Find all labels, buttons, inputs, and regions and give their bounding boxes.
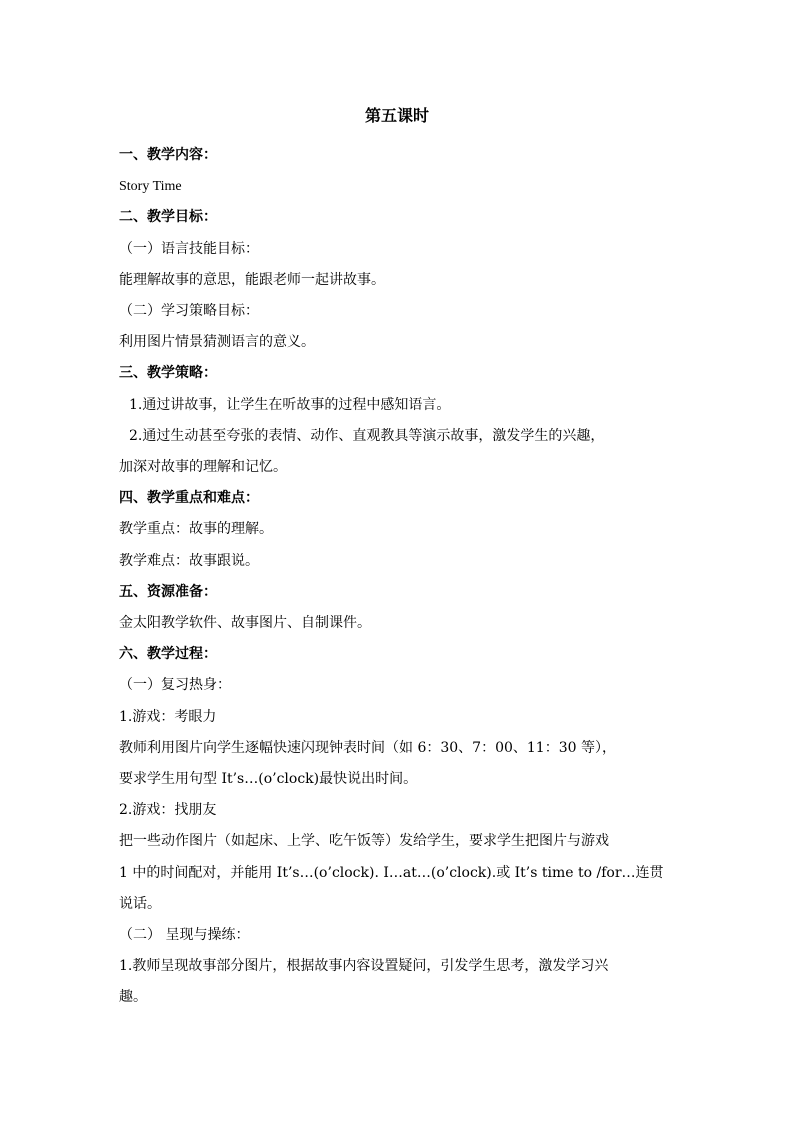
paragraph-text: 要求学生用句型 It’s…(o’clock)最快说出时间。	[119, 771, 418, 788]
section-heading-resources: 五、资源准备：	[119, 583, 217, 600]
section-heading-strategy: 三、教学策略：	[119, 365, 217, 382]
paragraph-text: 金太阳教学软件、故事图片、自制课件。	[119, 615, 371, 632]
list-item: 1.通过讲故事，让学生在听故事的过程中感知语言。	[129, 396, 451, 413]
subsection-heading: （一）语言技能目标：	[119, 240, 259, 257]
paragraph-text: 说话。	[119, 895, 161, 912]
list-item: 2.通过生动甚至夸张的表情、动作、直观教具等演示故事，激发学生的兴趣，	[129, 427, 605, 444]
paragraph-text: 能理解故事的意思，能跟老师一起讲故事。	[119, 271, 385, 288]
list-item: 1.游戏：考眼力	[119, 708, 217, 725]
paragraph-text: 1.教师呈现故事部分图片，根据故事内容设置疑问，引发学生思考，激发学习兴	[119, 958, 609, 975]
paragraph-text: Story Time	[119, 179, 182, 195]
section-heading-objectives: 二、教学目标：	[119, 209, 217, 226]
paragraph-text: 加深对故事的理解和记忆。	[119, 459, 287, 476]
section-heading-process: 六、教学过程：	[119, 646, 217, 663]
subsection-heading: （二） 呈现与操练：	[119, 927, 250, 944]
list-item: 2.游戏：找朋友	[119, 802, 217, 819]
paragraph-text: 教师利用图片向学生逐幅快速闪现钟表时间（如 6：30、7：00、11：30 等），	[119, 739, 616, 756]
page-title: 第五课时	[364, 106, 429, 125]
paragraph-text: 教学重点：故事的理解。	[119, 521, 273, 538]
section-heading-key-points: 四、教学重点和难点：	[119, 490, 259, 507]
section-heading-content: 一、教学内容：	[119, 147, 217, 163]
paragraph-text: 利用图片情景猜测语言的意义。	[119, 334, 315, 351]
subsection-heading: （一）复习热身：	[119, 677, 231, 694]
subsection-heading: （二）学习策略目标：	[119, 303, 259, 320]
paragraph-text: 把一些动作图片（如起床、上学、吃午饭等）发给学生，要求学生把图片与游戏	[119, 833, 609, 850]
paragraph-text: 趣。	[119, 989, 147, 1006]
paragraph-text: 教学难点：故事跟说。	[119, 552, 259, 569]
document-body	[119, 140, 679, 1014]
paragraph-text: 1 中的时间配对，并能用 It’s…(o’clock). I…at…(o’clock).或 It’s time to /for…连贯	[119, 864, 664, 881]
